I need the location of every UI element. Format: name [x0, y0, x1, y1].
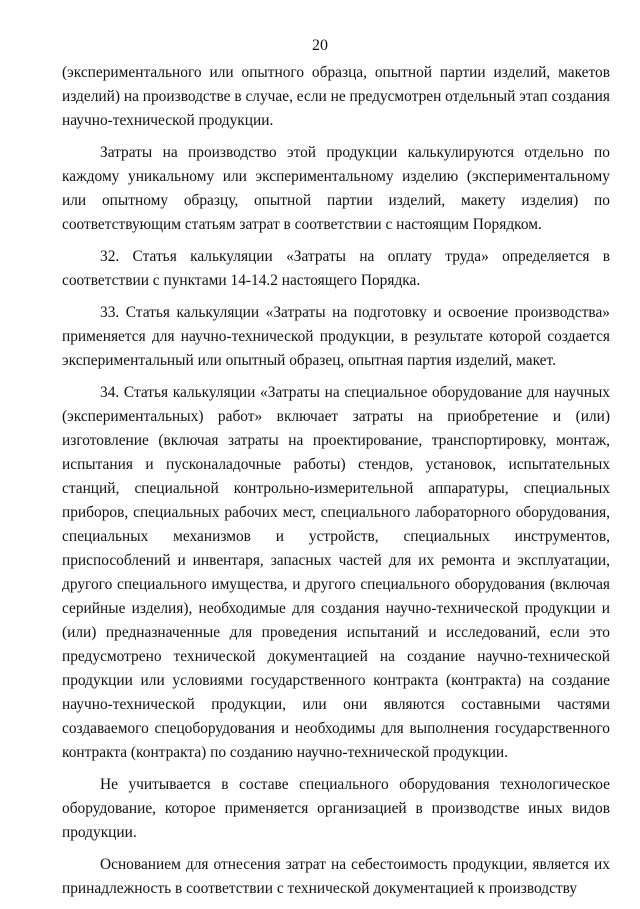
paragraph: 32. Статья калькуляции «Затраты на оплату труда» определяется в соответствии с пунктами 14-14.2 настоящего Порядка.: [62, 248, 610, 289]
page-number: 20: [312, 37, 328, 54]
paragraph: Затраты на производство этой продукции калькулируются отдельно по каждому уникальному или экспериментальному изделию (экспериментальному или опытному образцу, опытной партии изделий, макету изделия) по соответствующим статьям затрат в соответствии с настоящим Порядком.: [62, 144, 610, 233]
paragraph: Не учитывается в составе специального оборудования технологическое оборудование, которое применяется организацией в производстве иных видов продукции.: [62, 776, 610, 841]
paragraph: (экспериментального или опытного образца, опытной партии изделий, макетов изделий) на производстве в случае, если не предусмотрен отдельный этап создания научно-технической продукции.: [62, 64, 610, 129]
document-body: [62, 61, 610, 909]
paragraph: Основанием для отнесения затрат на себестоимость продукции, является их принадлежность в соответствии с технической документацией к производству: [62, 856, 610, 897]
paragraph: 34. Статья калькуляции «Затраты на специальное оборудование для научных (экспериментальных) работ» включает затраты на приобретение и (или) изготовление (включая затраты на проектирование, транспортировку, монтаж, испытания и пусконаладочные работы) стендов, установок, испытательных станций, специальной контрольно-измерительной аппаратуры, специальных приборов, специальных рабочих мест, специального лабораторного оборудования, специальных механизмов и устройств, специальных инструментов, приспособлений и инвентаря, запасных частей для их ремонта и эксплуатации, другого специального имущества, и другого специального оборудования (включая серийные изделия), необходимые для создания научно-технической продукции и (или) предназначенные для проведения испытаний и исследований, если это предусмотрено технической документацией на создание научно-технической продукции или условиями государственного контракта (контракта) на создание научно-технической продукции, или они являются составными частями создаваемого спецоборудования и необходимы для выполнения государственного контракта (контракта) по созданию научно-технической продукции.: [62, 384, 610, 761]
paragraph: 33. Статья калькуляции «Затраты на подготовку и освоение производства» применяется для научно-технической продукции, в результате которой создается экспериментальный или опытный образец, опытная партия изделий, макет.: [62, 304, 610, 369]
